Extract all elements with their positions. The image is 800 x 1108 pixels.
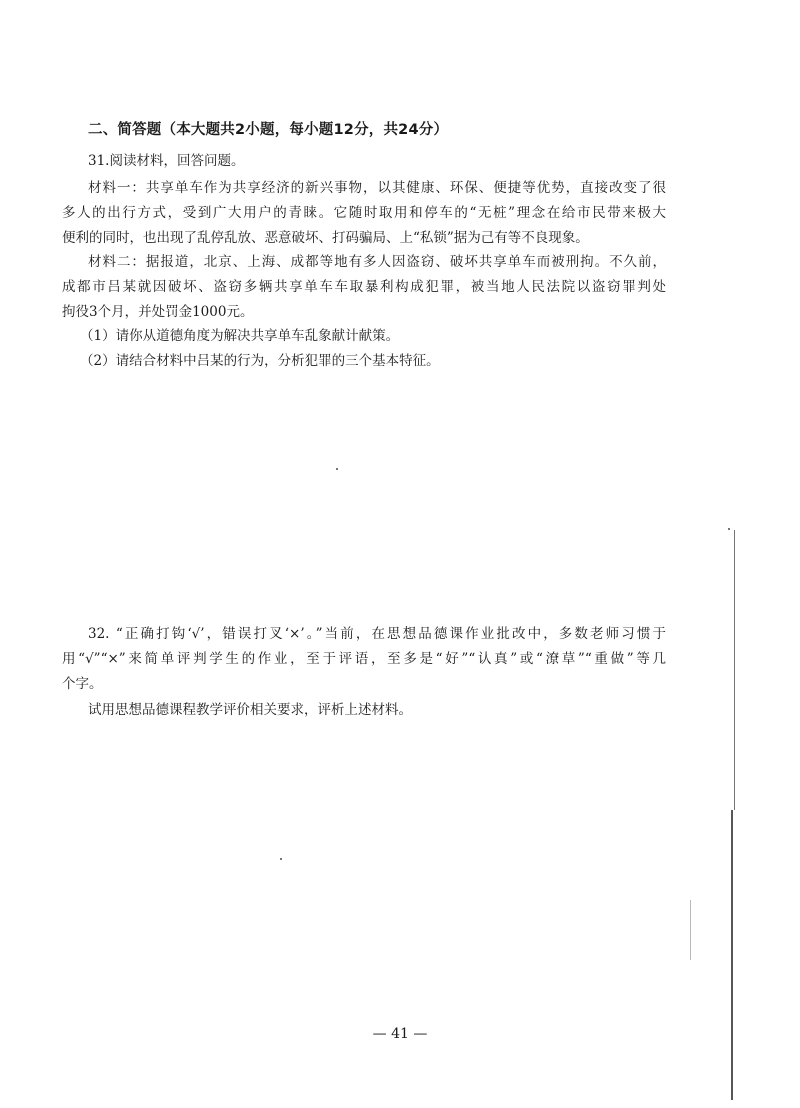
section-title: 二、简答题（本大题共2小题，每小题12分，共24分） [88,122,449,138]
material-2-line-3: 拘役3个月，并处罚金1000元。 [62,304,254,320]
scan-margin-line [690,900,691,960]
scan-speck [728,528,730,530]
question-32-instruction: 试用思想品德课程教学评价相关要求，评析上述材料。 [88,702,412,718]
scan-speck [280,858,282,860]
question-31-sub-1: （1）请你从道德角度为解决共享单车乱象献计献策。 [80,328,400,344]
question-31-sub-2: （2）请结合材料中吕某的行为，分析犯罪的三个基本特征。 [80,353,440,369]
question-31-prompt: 31.阅读材料，回答问题。 [88,153,245,169]
page-number: — 41 — [372,1026,428,1042]
material-2-line-2: 成都市吕某就因破坏、盗窃多辆共享单车车取暴利构成犯罪，被当地人民法院以盗窃罪判处 [62,279,666,295]
scan-margin-line [731,810,733,1100]
scan-speck [336,468,338,470]
question-32-line-3: 个字。 [62,676,103,692]
question-32-line-1: 32. “正确打钩‘√’，错误打叉‘×’。”当前，在思想品德课作业批改中，多数老师习惯于 [88,626,666,642]
question-32-line-2: 用“√”“×”来简单评判学生的作业，至于评语，至多是“好”“认真”或“潦草”“重做”等几 [62,651,666,667]
material-1-line-2: 多人的出行方式，受到广大用户的青睐。它随时取用和停车的“无桩”理念在给市民带来极大 [62,205,666,221]
material-2-line-1: 材料二：据报道，北京、上海、成都等地有多人因盗窃、破坏共享单车而被刑拘。不久前， [88,254,666,270]
material-1-line-1: 材料一：共享单车作为共享经济的新兴事物，以其健康、环保、便捷等优势，直接改变了很 [88,180,666,196]
scan-margin-line [734,530,735,810]
material-1-line-3: 便利的同时，也出现了乱停乱放、恶意破坏、打码骗局、上“私锁”据为己有等不良现象。 [62,230,589,246]
